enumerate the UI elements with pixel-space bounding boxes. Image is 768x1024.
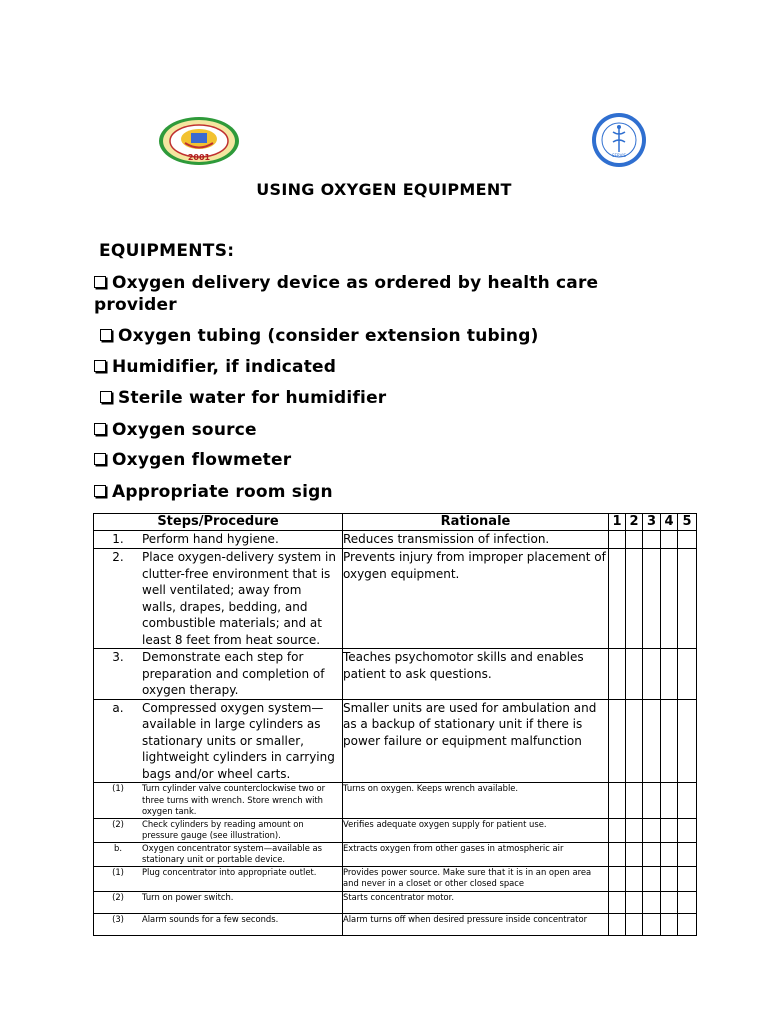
checkbox-icon — [94, 453, 106, 465]
step-number: (2) — [112, 818, 124, 829]
checkbox-icon — [94, 360, 106, 372]
rationale-cell: Prevents injury from improper placement of oxygen equipment. — [343, 549, 609, 649]
step-number: b. — [114, 842, 122, 853]
page-title: USING OXYGEN EQUIPMENT — [256, 180, 512, 199]
step-text: Oxygen concentrator system—available as stationary unit or portable device. — [142, 842, 323, 864]
table-row — [94, 842, 697, 866]
step-number: 2. — [112, 550, 124, 564]
seal-motto: SERVIS — [611, 153, 627, 158]
equipment-item-label: Appropriate room sign — [112, 482, 333, 502]
score-cell-1[interactable] — [609, 913, 626, 935]
step-text: Perform hand hygiene. — [142, 532, 279, 546]
equipments-heading: EQUIPMENTS: — [99, 241, 235, 261]
score-cell-4[interactable] — [661, 891, 678, 913]
checkbox-icon — [94, 423, 106, 435]
step-number: (1) — [112, 866, 124, 877]
score-cell-1[interactable] — [609, 866, 626, 891]
equipment-item — [94, 481, 333, 503]
score-cell-3[interactable] — [643, 891, 661, 913]
equipment-item — [94, 356, 336, 378]
score-cell-3[interactable] — [643, 649, 661, 700]
step-cell — [94, 866, 343, 891]
table-row — [94, 913, 697, 935]
score-cell-5[interactable] — [678, 913, 697, 935]
score-cell-5[interactable] — [678, 649, 697, 700]
score-cell-4[interactable] — [661, 531, 678, 549]
score-cell-1[interactable] — [609, 531, 626, 549]
equipment-item-label: Oxygen delivery device as ordered by health care — [112, 273, 599, 293]
equipment-item — [94, 449, 291, 471]
step-cell — [94, 891, 343, 913]
score-cell-3[interactable] — [643, 783, 661, 819]
score-cell-5[interactable] — [678, 783, 697, 819]
score-cell-4[interactable] — [661, 818, 678, 842]
score-cell-3[interactable] — [643, 913, 661, 935]
step-text: Turn on power switch. — [142, 891, 234, 902]
checkbox-icon — [100, 391, 112, 403]
rationale-cell: Reduces transmission of infection. — [343, 531, 609, 549]
checkbox-icon — [94, 485, 106, 497]
step-cell — [94, 818, 343, 842]
score-header-5: 5 — [678, 514, 697, 531]
table-row — [94, 531, 697, 549]
step-number: (2) — [112, 891, 124, 902]
equipment-item-label: Oxygen source — [112, 420, 257, 440]
rationale-cell: Extracts oxygen from other gases in atmospheric air — [343, 842, 609, 866]
score-cell-2[interactable] — [626, 549, 643, 649]
rationale-header: Rationale — [343, 514, 609, 531]
seal-year: 2001 — [187, 153, 211, 162]
score-cell-2[interactable] — [626, 842, 643, 866]
step-text: Compressed oxygen system—available in large cylinders as stationary units or smaller, lightweight cylinders in carrying bags and/or wheel carts. — [142, 700, 335, 781]
score-cell-4[interactable] — [661, 866, 678, 891]
table-row — [94, 649, 697, 700]
college-seal-logo — [158, 116, 240, 166]
step-cell — [94, 649, 343, 700]
score-header-1: 1 — [609, 514, 626, 531]
score-cell-5[interactable] — [678, 842, 697, 866]
table-row — [94, 699, 697, 783]
rationale-cell: Starts concentrator motor. — [343, 891, 609, 913]
score-cell-2[interactable] — [626, 699, 643, 783]
equipment-item-label-cont: provider — [94, 295, 177, 315]
score-cell-4[interactable] — [661, 649, 678, 700]
step-cell — [94, 913, 343, 935]
score-cell-1[interactable] — [609, 842, 626, 866]
checkbox-icon — [100, 329, 112, 341]
step-text: Demonstrate each step for preparation and completion of oxygen therapy. — [142, 650, 325, 697]
rationale-cell: Provides power source. Make sure that it is in an open area and never in a closet or other closed space — [343, 866, 609, 891]
score-cell-2[interactable] — [626, 891, 643, 913]
score-header-3: 3 — [643, 514, 661, 531]
steps-header: Steps/Procedure — [94, 514, 343, 531]
equipment-item — [94, 272, 598, 316]
score-cell-5[interactable] — [678, 818, 697, 842]
equipment-item-label: Humidifier, if indicated — [112, 357, 337, 377]
score-cell-3[interactable] — [643, 531, 661, 549]
score-cell-2[interactable] — [626, 649, 643, 700]
score-cell-4[interactable] — [661, 913, 678, 935]
rationale-cell: Alarm turns off when desired pressure inside concentrator — [343, 913, 609, 935]
table-header-row — [94, 514, 697, 531]
score-cell-2[interactable] — [626, 866, 643, 891]
score-cell-4[interactable] — [661, 699, 678, 783]
score-cell-1[interactable] — [609, 649, 626, 700]
table-row — [94, 891, 697, 913]
rationale-cell: Teaches psychomotor skills and enables patient to ask questions. — [343, 649, 609, 700]
step-text: Alarm sounds for a few seconds. — [142, 913, 279, 924]
score-cell-3[interactable] — [643, 842, 661, 866]
score-cell-5[interactable] — [678, 549, 697, 649]
score-cell-2[interactable] — [626, 818, 643, 842]
score-header-4: 4 — [661, 514, 678, 531]
score-cell-2[interactable] — [626, 783, 643, 819]
step-text: Check cylinders by reading amount on pressure gauge (see illustration). — [142, 818, 304, 840]
score-cell-1[interactable] — [609, 549, 626, 649]
score-cell-1[interactable] — [609, 891, 626, 913]
equipment-item-label: Sterile water for humidifier — [118, 388, 387, 408]
table-row — [94, 866, 697, 891]
equipment-item — [100, 325, 539, 347]
step-number: 1. — [112, 532, 124, 546]
equipment-item-label: Oxygen tubing (consider extension tubing) — [118, 326, 539, 346]
step-text: Turn cylinder valve counterclockwise two or three turns with wrench. Store wrench with oxygen tank. — [142, 783, 326, 816]
equipment-item-label: Oxygen flowmeter — [112, 450, 292, 470]
step-cell — [94, 531, 343, 549]
score-cell-5[interactable] — [678, 891, 697, 913]
score-cell-2[interactable] — [626, 531, 643, 549]
equipment-item — [94, 419, 257, 441]
score-cell-5[interactable] — [678, 531, 697, 549]
score-cell-3[interactable] — [643, 818, 661, 842]
step-number: (1) — [112, 783, 124, 793]
score-cell-4[interactable] — [661, 783, 678, 819]
table-row — [94, 549, 697, 649]
score-cell-2[interactable] — [626, 913, 643, 935]
score-cell-3[interactable] — [643, 549, 661, 649]
equipment-item — [100, 387, 386, 409]
table-row — [94, 783, 697, 819]
step-cell — [94, 699, 343, 783]
score-cell-3[interactable] — [643, 866, 661, 891]
score-cell-5[interactable] — [678, 699, 697, 783]
procedure-table — [93, 513, 697, 936]
step-number: (3) — [112, 913, 124, 924]
checkbox-icon — [94, 276, 106, 288]
score-cell-5[interactable] — [678, 866, 697, 891]
step-number: 3. — [112, 650, 124, 664]
rationale-cell: Turns on oxygen. Keeps wrench available. — [343, 783, 609, 819]
step-cell — [94, 842, 343, 866]
score-cell-1[interactable] — [609, 818, 626, 842]
score-header-2: 2 — [626, 514, 643, 531]
step-cell — [94, 549, 343, 649]
score-cell-1[interactable] — [609, 699, 626, 783]
rationale-cell: Verifies adequate oxygen supply for patient use. — [343, 818, 609, 842]
step-number: a. — [112, 700, 124, 715]
score-cell-4[interactable] — [661, 549, 678, 649]
rationale-cell: Smaller units are used for ambulation and as a backup of stationary unit if there is power failure or equipment malfunction — [343, 699, 609, 783]
score-cell-1[interactable] — [609, 783, 626, 819]
step-cell — [94, 783, 343, 819]
nursing-seal-logo — [581, 111, 657, 169]
score-cell-4[interactable] — [661, 842, 678, 866]
score-cell-3[interactable] — [643, 699, 661, 783]
step-text: Place oxygen-delivery system in clutter-free environment that is well ventilated; away from walls, drapes, bedding, and combustible materials; and at least 8 feet from heat source. — [142, 550, 336, 647]
table-row — [94, 818, 697, 842]
step-text: Plug concentrator into appropriate outlet. — [142, 866, 317, 877]
